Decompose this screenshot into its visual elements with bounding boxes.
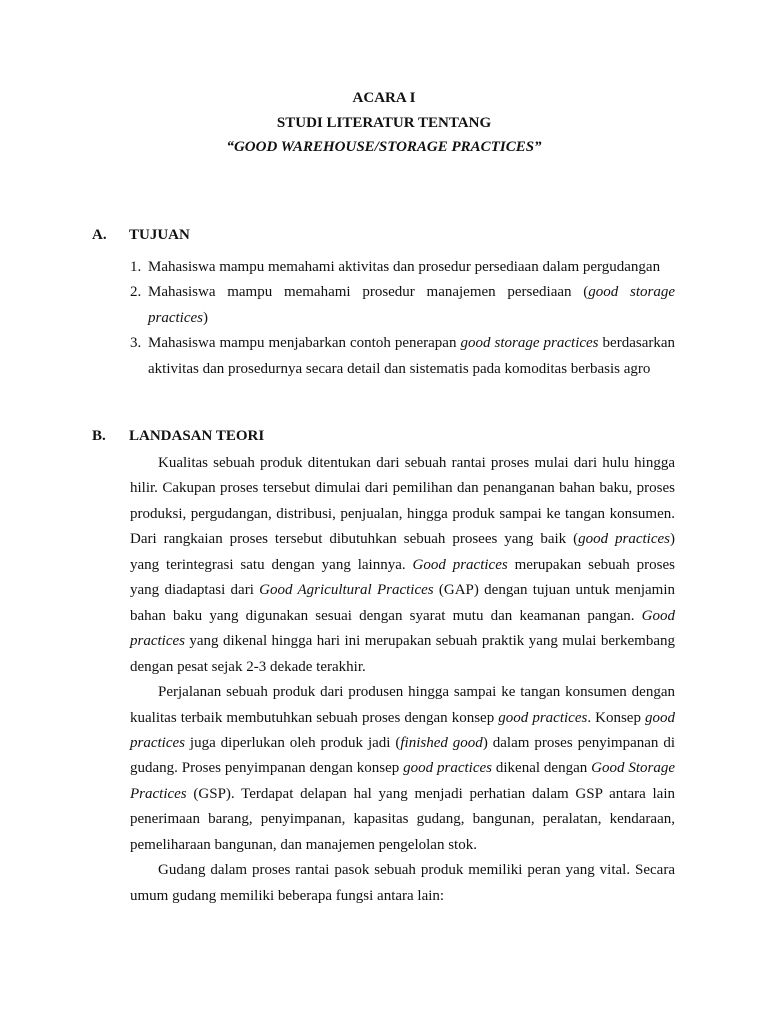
list-item-text: Mahasiswa mampu menjabarkan contoh penerapan (148, 335, 461, 352)
paragraph-text: yang dikenal hingga hari ini merupakan sebuah praktik yang mulai berkembang dengan pesat sejak 2-3 dekade terakhir. (130, 633, 675, 675)
section-b-heading (92, 424, 264, 448)
paragraph-italic: finished good (400, 734, 483, 751)
list-item (130, 280, 675, 331)
paragraph-text: juga diperlukan oleh produk jadi ( (184, 734, 401, 751)
paragraph-text: ) yang terintegrasi satu dengan yang lainnya. (130, 531, 675, 573)
list-item-italic: good storage practices (460, 335, 599, 352)
theory-body (130, 451, 675, 909)
header-line-1: ACARA I (352, 90, 416, 106)
objectives-list (130, 255, 675, 382)
header-line-3: “GOOD WAREHOUSE/STORAGE PRACTICES” (226, 139, 542, 155)
paragraph-italic: Good Storage Practices (130, 760, 676, 802)
paragraph-italic: Good practices (130, 607, 675, 650)
paragraph-italic: good practices (498, 709, 588, 726)
section-a-title: TUJUAN (129, 227, 190, 243)
section-b-title: LANDASAN TEORI (129, 428, 265, 444)
paragraph-text: . Konsep (587, 709, 646, 726)
list-item-text: Mahasiswa mampu memahami prosedur manajemen persediaan ( (148, 284, 589, 301)
list-item (130, 331, 675, 382)
paragraph-text: Perjalanan sebuah produk dari produsen hingga sampai ke tangan konsumen dengan kualitas terbaik membutuhkan sebuah proses dengan konsep (130, 684, 675, 726)
list-item-number: 3. (130, 335, 142, 352)
list-item-text: Mahasiswa mampu memahami aktivitas dan prosedur persediaan dalam pergudangan (148, 259, 661, 275)
paragraph-italic: Good practices (412, 556, 508, 573)
section-a-letter: A. (92, 227, 107, 243)
paragraph-text: (GAP) dengan tujuan untuk menjamin bahan baku yang digunakan sesuai dengan syarat mutu dan keamanan pangan. (130, 582, 675, 624)
paragraph (130, 680, 675, 858)
paragraph-italic: good practices (578, 531, 670, 548)
paragraph-text: (GSP). Terdapat delapan hal yang menjadi perhatian dalam GSP antara lain penerimaan barang, penyimpanan, kapasitas gudang, bangunan, peralatan, kendaraan, pemeliharaan bangunan, dan manajemen pengelolan stok. (130, 785, 675, 853)
paragraph-text: ) dalam proses penyimpanan di gudang. Proses penyimpanan dengan konsep (130, 734, 675, 777)
section-b-letter: B. (92, 428, 106, 444)
document-header (0, 86, 768, 160)
list-item-italic: good storage practices (148, 284, 675, 326)
list-item-text: ) (202, 309, 208, 326)
paragraph-italic: Good Agricultural Practices (259, 582, 434, 599)
list-item-number: 1. (130, 259, 142, 275)
paragraph-text: dikenal dengan (492, 760, 592, 777)
header-line-2: STUDI LITERATUR TENTANG (276, 114, 492, 131)
list-item (130, 255, 675, 280)
section-a-heading (92, 223, 190, 247)
paragraph-text: Gudang dalam proses rantai pasok sebuah produk memiliki peran yang vital. Secara umum gudang memiliki beberapa fungsi antara lain: (130, 862, 675, 904)
paragraph-italic: good practices (130, 709, 676, 751)
paragraph-text: Kualitas sebuah produk ditentukan dari sebuah rantai proses mulai dari hulu hingga hilir. Cakupan proses tersebut dimulai dari pemilihan dan penanganan bahan baku, proses produksi, pergudangan, distribusi, penjualan, hingga produk sampai ke tangan konsumen. Dari rangkaian proses tersebut dibutuhkan sebuah prosees yang baik ( (130, 455, 675, 548)
paragraph (130, 451, 675, 680)
paragraph-italic: good practices (403, 760, 492, 777)
list-item-number: 2. (130, 284, 142, 301)
list-item-text: berdasarkan aktivitas dan prosedurnya secara detail dan sistematis pada komoditas berbasis agro (148, 335, 676, 377)
paragraph (130, 858, 675, 909)
paragraph-text: merupakan sebuah proses yang diadaptasi dari (130, 556, 675, 599)
